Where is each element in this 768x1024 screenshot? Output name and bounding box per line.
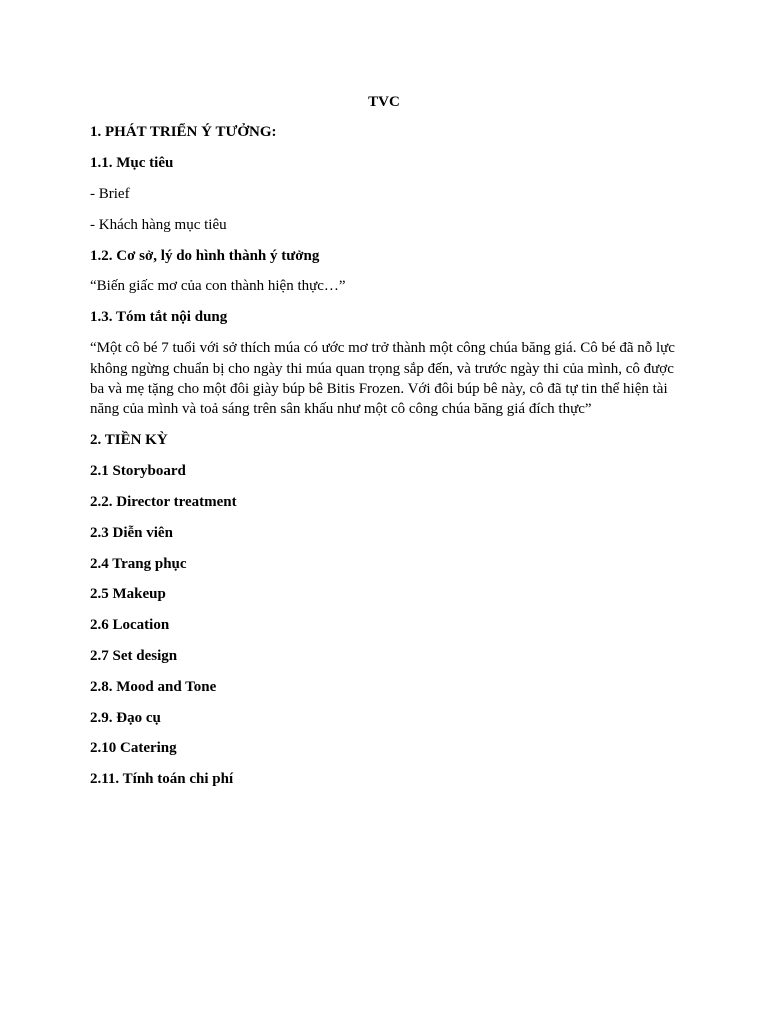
summary-line: năng của mình và toả sáng trên sân khấu như một cô công chúa băng giá đích thực” (90, 401, 592, 417)
summary-line: “Một cô bé 7 tuổi với sở thích múa có ước mơ trở thành một công chúa băng giá. Cô bé đã nỗ lực (90, 340, 675, 356)
section-2-item: 2.5 Makeup (90, 586, 166, 602)
section-2-item: 2.11. Tính toán chi phí (90, 771, 234, 787)
section-1-3-heading: 1.3. Tóm tắt nội dung (90, 309, 228, 325)
section-1-1-heading: 1.1. Mục tiêu (90, 155, 174, 171)
section-1-1-item: - Khách hàng mục tiêu (90, 217, 227, 233)
section-2-heading: 2. TIỀN KỲ (90, 432, 168, 448)
section-2-item: 2.9. Đạo cụ (90, 710, 161, 726)
section-1-2-quote: “Biến giấc mơ của con thành hiện thực…” (90, 278, 346, 294)
section-2-item: 2.8. Mood and Tone (90, 679, 217, 695)
summary-line: không ngừng chuẩn bị cho ngày thi múa quan trọng sắp đến, và trước ngày thi của mình, cô được (90, 361, 674, 377)
section-2-item: 2.7 Set design (90, 648, 178, 664)
section-2-item: 2.1 Storyboard (90, 463, 186, 479)
section-1-heading: 1. PHÁT TRIỂN Ý TƯỞNG: (90, 124, 277, 140)
section-1-1-item: - Brief (90, 186, 130, 202)
section-2-item: 2.2. Director treatment (90, 494, 237, 510)
document-title: TVC (368, 94, 400, 110)
section-2-item: 2.3 Diễn viên (90, 525, 173, 541)
section-2-item: 2.4 Trang phục (90, 556, 187, 572)
section-1-2-heading: 1.2. Cơ sở, lý do hình thành ý tưởng (90, 248, 320, 264)
summary-line: ba và mẹ tặng cho một đôi giày búp bê Bitis Frozen. Với đôi búp bê này, cô đã tự tin thể hiện tài (90, 381, 668, 397)
section-2-item: 2.10 Catering (90, 740, 177, 756)
section-2-item: 2.6 Location (90, 617, 170, 633)
